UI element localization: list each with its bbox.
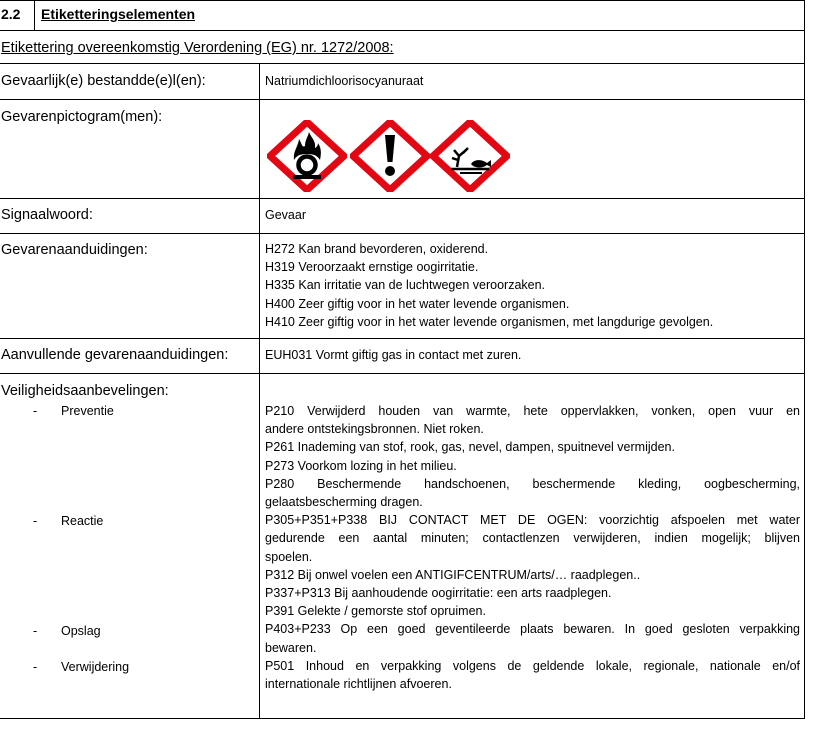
regulation-line: Etikettering overeenkomstig Verordening (EG) nr. 1272/2008: bbox=[1, 40, 394, 56]
pictograms-label: Gevarenpictogram(men): bbox=[1, 109, 163, 125]
precautionary-line: spoelen. bbox=[265, 549, 313, 564]
hazard-statements-label: Gevarenaanduidingen: bbox=[1, 242, 148, 258]
exclamation-mark-icon bbox=[350, 120, 430, 192]
precautionary-line: P391 Gelekte / gemorste stof opruimen. bbox=[265, 604, 486, 619]
category-disposal: Verwijdering bbox=[61, 660, 130, 674]
hazard-statement: H319 Veroorzaakt ernstige oogirritatie. bbox=[265, 260, 479, 275]
precautionary-line: gelaatsbescherming dragen. bbox=[265, 495, 423, 510]
hazardous-components-label: Gevaarlijk(e) bestandde(e)l(en): bbox=[1, 73, 206, 89]
category-response: Reactie bbox=[61, 514, 104, 528]
precautionary-line: bewaren. bbox=[265, 640, 317, 655]
bullet-dash: - bbox=[33, 624, 38, 638]
row-divider bbox=[0, 373, 805, 374]
bullet-dash: - bbox=[33, 404, 38, 418]
precautionary-line: internationale richtlijnen afvoeren. bbox=[265, 677, 452, 692]
precautionary-label: Veiligheidsaanbevelingen: bbox=[1, 383, 169, 399]
row-divider bbox=[0, 233, 805, 234]
precautionary-line: P210 Verwijderd houden van warmte, hete oppervlakken, vonken, open vuur en bbox=[265, 404, 800, 418]
flame-over-circle-icon bbox=[267, 120, 347, 192]
precautionary-line: P501 Inhoud en verpakking volgens de geldende lokale, regionale, nationale en/of bbox=[265, 658, 800, 673]
signal-word-value: Gevaar bbox=[265, 208, 306, 222]
environment-icon bbox=[430, 120, 510, 192]
row-divider bbox=[0, 99, 805, 100]
bullet-dash: - bbox=[33, 514, 38, 528]
hazard-statement: H335 Kan irritatie van de luchtwegen veroorzaken. bbox=[265, 278, 546, 293]
precautionary-line: P337+P313 Bij aanhoudende oogirritatie: een arts raadplegen. bbox=[265, 586, 612, 601]
precautionary-line: P312 Bij onwel voelen een ANTIGIFCENTRUM/arts/… raadplegen.. bbox=[265, 567, 641, 582]
section-title: Etiketteringselementen bbox=[41, 6, 196, 22]
header-divider bbox=[34, 0, 35, 31]
hazard-statement: H400 Zeer giftig voor in het water levende organismen. bbox=[265, 296, 570, 311]
row-divider bbox=[0, 338, 805, 339]
precautionary-line: P261 Inademing van stof, rook, gas, nevel, dampen, spuitnevel vermijden. bbox=[265, 440, 675, 455]
row-divider bbox=[0, 63, 805, 64]
precautionary-line: gedurende een aantal minuten; contactlenzen verwijderen, indien mogelijk; blijven bbox=[265, 531, 800, 546]
table-border-right bbox=[804, 0, 805, 719]
row-divider bbox=[0, 30, 805, 31]
table-border-bottom bbox=[0, 718, 805, 719]
section-number: 2.2 bbox=[1, 6, 21, 22]
precautionary-list bbox=[265, 402, 800, 693]
precautionary-line: P403+P233 Op een goed geventileerde plaats bewaren. In goed gesloten verpakking bbox=[265, 622, 800, 637]
category-prevention: Preventie bbox=[61, 404, 114, 418]
precautionary-line: P280 Beschermende handschoenen, beschermende kleding, oogbescherming, bbox=[265, 476, 800, 491]
signal-word-label: Signaalwoord: bbox=[1, 207, 93, 223]
column-divider bbox=[259, 63, 260, 719]
hazard-statement: H272 Kan brand bevorderen, oxiderend. bbox=[265, 242, 489, 256]
precautionary-line: andere ontstekingsbronnen. Niet roken. bbox=[265, 422, 484, 437]
hazard-statements-list bbox=[265, 240, 713, 331]
category-storage: Opslag bbox=[61, 624, 101, 638]
supplemental-hazard-label: Aanvullende gevarenaanduidingen: bbox=[1, 347, 229, 363]
precautionary-line: P273 Voorkom lozing in het milieu. bbox=[265, 458, 457, 473]
supplemental-hazard-value: EUH031 Vormt giftig gas in contact met zuren. bbox=[265, 348, 522, 362]
hazardous-components-value: Natriumdichloorisocyanuraat bbox=[265, 74, 424, 88]
bullet-dash: - bbox=[33, 660, 38, 674]
row-divider bbox=[0, 198, 805, 199]
hazard-statement: H410 Zeer giftig voor in het water levende organismen, met langdurige gevolgen. bbox=[265, 314, 714, 329]
precautionary-line: P305+P351+P338 BIJ CONTACT MET DE OGEN: voorzichtig afspoelen met water bbox=[265, 513, 800, 528]
table-border-top bbox=[0, 0, 805, 1]
